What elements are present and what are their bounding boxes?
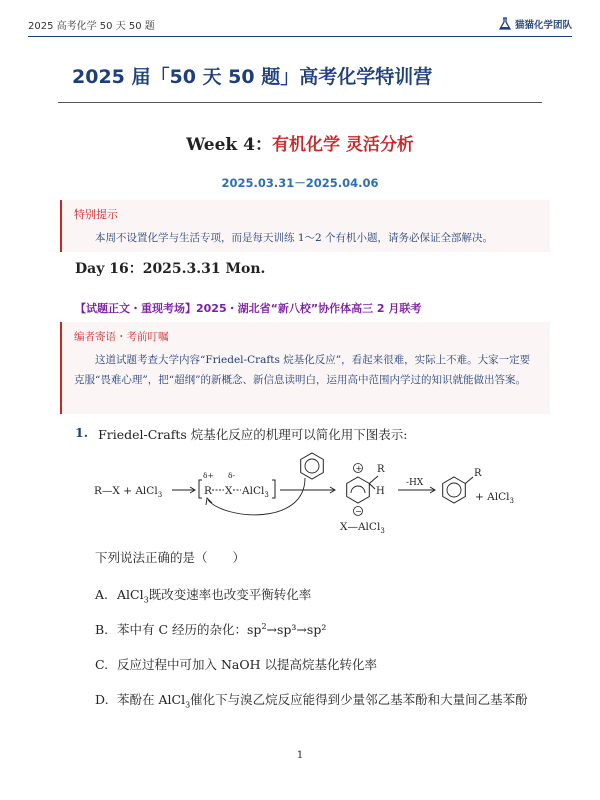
banner-rule (58, 102, 542, 103)
h-atom: H (376, 486, 385, 497)
header-rule (28, 36, 572, 37)
option-c[interactable]: C. 反应过程中可加入 NaOH 以提高烷基化转化率 (95, 657, 377, 672)
special-tip-box (60, 200, 550, 252)
running-title: 2025 高考化学 50 天 50 题 (28, 20, 155, 32)
week-topic: 有机化学 灵活分析 (271, 135, 414, 155)
mechanism-diagram (90, 448, 530, 540)
page-number: 1 (296, 750, 304, 761)
product-r: R (474, 468, 482, 479)
team-logo (498, 17, 572, 31)
editor-note-box (60, 322, 550, 414)
running-header (28, 14, 572, 34)
week-heading (0, 130, 600, 155)
complex-r: R (204, 485, 212, 497)
delta-plus: δ+ (203, 471, 214, 480)
complex-alcl3: AlCl$_3$ (242, 485, 269, 499)
question-number: 1. (75, 425, 89, 440)
benzene-ring (301, 453, 324, 479)
week-prefix: Week 4： (186, 135, 272, 155)
question-text: Friedel-Crafts 烷基化反应的机理可以简化用下图表示: (98, 427, 408, 442)
bracket-right (272, 480, 275, 498)
week-dates: 2025.03.31－2025.04.06 (221, 176, 379, 190)
delta-minus: δ- (228, 471, 236, 480)
option-b[interactable]: B. 苯中有 C 经历的杂化：$sp^2\to sp^3\to sp^2$ (95, 621, 327, 637)
product-ring (443, 477, 473, 503)
minus-charge: − (355, 507, 362, 516)
question-source: 【试题正文・重现考场】2025・湖北省“新八校”协作体高三 2 月联考 (75, 302, 422, 315)
logo-text: 猫猫化学团队 (514, 20, 572, 31)
byproduct-label: + AlCl$_3$ (475, 491, 514, 505)
note-body: 这道试题考查大学内容“Friedel-Crafts 烷基化反应”，看起来很难，实际上不难。大家一定要克服“畏难心理”，把“超纲”的新概念、新信息读明白，运用高中范围内学过的知识就能做出答案。 (74, 354, 531, 386)
counter-ion: X—AlCl$_3$ (340, 521, 385, 535)
plus-charge: + (355, 464, 363, 473)
option-d[interactable]: D. 苯酚在 AlCl$_3$催化下与溴乙烷反应能得到少量邻乙基苯酚和大量间乙基苯酚 (95, 692, 528, 710)
option-a[interactable]: A. AlCl$_3$既改变速率也改变平衡转化率 (95, 587, 312, 605)
complex-x: X (225, 485, 233, 497)
tip-title: 特别提示 (74, 208, 118, 221)
day-heading: Day 16：2025.3.31 Mon. (75, 261, 266, 277)
question-ask: 下列说法正确的是（ ） (95, 550, 246, 565)
sigma-complex (347, 476, 378, 503)
hx-label: -HX (406, 478, 424, 488)
r-substituent: R (377, 464, 385, 475)
reactant-label: R—X + AlCl$_3$ (94, 485, 163, 499)
note-title: 编者寄语・考前叮嘱 (74, 331, 169, 343)
question-stem (75, 425, 407, 443)
flask-icon (498, 17, 512, 31)
camp-title: 2025 届「50 天 50 题」高考化学特训营 (72, 65, 433, 88)
tip-body: 本周不设置化学与生活专项，而是每天训练 1～2 个有机小题，请务必保证全部解决。 (95, 232, 494, 244)
bracket-left (199, 480, 202, 498)
